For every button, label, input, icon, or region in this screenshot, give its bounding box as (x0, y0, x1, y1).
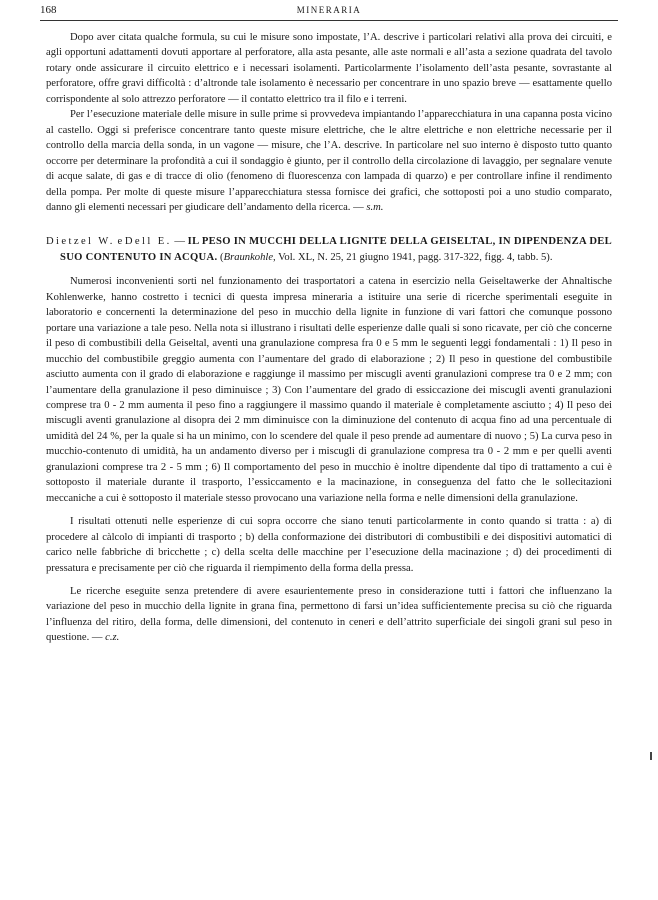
article2-reference-line (46, 234, 612, 265)
article1-signature: s.m. (366, 201, 384, 213)
article1-paragraph-2-text: Per l’esecuzione materiale delle misure in sulle prime si provvedeva impiantando l’apparecchiatura in una capanna posta vicino al castello. Oggi si preferisce concentrare tanto queste misure elettriche, che le altre elettriche e non elettriche necessarie per il controllo della marcia della sonda, in un vagone — misure, che l’A. descrive. In particolare nel suo interno è disposto tutto quanto occorre per determinare la profondità a cui il sondaggio è giunto, per il controllo della circolazione di lavaggio, per segnalare venute di acque salate, di gas e di tracce di olio (fenomeno di fluorescenza con lampada di quarzo) e per controllare infine il rendimento della pompa. Per molte di queste misure l’apparecchiatura stessa fornisce dei grafici, che sottoposti poi a uno studio comparato, danno gli elementi necessari per giudicare dell’andamento della ricerca. — (46, 109, 612, 213)
citation-open: ( (217, 251, 224, 263)
citation-details: Vol. XL, N. 25, 21 giugno 1941, pagg. 317-322, figg. 4, tabb. 5). (275, 251, 553, 263)
author-conjunction: e (117, 236, 123, 248)
article2-signature: c.z. (105, 632, 120, 644)
article1-paragraph-2 (46, 107, 612, 215)
article-title: IL PESO IN MUCCHI DELLA LIGNITE DELLA GEISELTAL, IN DIPENDENZA DEL SUO CONTENUTO IN ACQUA. (60, 236, 612, 263)
article2-paragraph-3 (46, 584, 612, 646)
body-text (46, 30, 612, 646)
article1-paragraph-1: Dopo aver citata qualche formula, su cui le misure sono impostate, l’A. descrive i particolari relativi alla prova dei circuiti, e agli opportuni adattamenti dovuti apportare al perforatore, alla asta pesante, alle aste normali e all’asta a sezione quadrata del tavolo rotary onde assicurare il circuito elettrico e i necessari isolamenti. Particolarmente l’isolamento dell’asta pesante, sovrastante al perforatore, offre gravi difficoltà : d’altronde tale isolamento è necessario per concentrare in uno spazio breve — esattamente quello corrispondente al solo attrezzo perforatore — il contatto elettrico tra il filo e i terreni. (46, 32, 612, 105)
author-2: Dell E. (124, 236, 172, 248)
article2-paragraph-3-text: Le ricerche eseguite senza pretendere di avere esaurientemente preso in considerazione tutti i fattori che influenzano la variazione del peso in mucchio della lignite in grana fina, permettono di farsi un’idea sufficientemente precisa su ciò che riguarda l’influenza del ritiro, della forma, delle dimensioni, del contenuto in ceneri e dell’attrito superficiale dei singoli grani sul peso in questione. — (46, 585, 612, 644)
reference-dash: — (171, 236, 188, 248)
page-number: 168 (40, 4, 57, 16)
journal-name: Braunkohle, (223, 251, 276, 263)
article2-paragraph-2: I risultati ottenuti nelle esperienze di cui sopra occorre che siano tenuti particolarmente in conto quando si tratta : a) di procedere al càlcolo di impianti di trasporto ; b) della conformazione dei distributori di combustibili e dei dispositivi automatici di carico nelle fabbriche di bricchette ; c) della scelta delle macchine per l’esecuzione della macinazione ; d) dei procedimenti di pressatura e precisamente per ciò che riguarda il riempimento della forma della pressa. (46, 516, 612, 574)
article2-paragraph-1: Numerosi inconvenienti sorti nel funzionamento dei trasportatori a catena in esercizio nella Geiseltawerke der Ahnaltische Kohlenwerke, hanno costretto i tecnici di questa impresa mineraria a istituire una serie di ricerche sperimentali eseguite in laboratorio e concernenti la determinazione del peso in mucchio della lignite in funzione di vari fattori che comunque possono portare una variazione a tale peso. Nella nota si illustrano i risultati delle esperienze dalle quali si sono ricavate, per ciò che concerne il peso di combustibili della Geiseltal, aventi una granulazione compresa fra 0 e 5 mm le seguenti leggi fondamentali : 1) Il peso in mucchio del combustibile greggio aumenta con l’aumentare del grado di elaborazione ; 2) Il peso in questione del combustibile asciutto aumenta con il grado di elaborazione e raggiunge il massimo per miscugli aventi granulazioni comprese tra 0 e 2 mm; con l’aumentare della granulazione il peso diminuisce ; 3) Con l’aumentare del grado di essiccazione dei miscugli aventi granulazioni comprese tra 0 - 2 mm aumenta il peso fino a raggiungere il massimo quando il materiale è completamente asciutto ; 4) Il peso dei miscugli aventi granulazione al disopra dei 2 mm diminuisce con la diminuzione del contenuto di acqua fino ad una percentuale di umidità del 24 %, per la quale si ha un minimo, con lo scendere del quale il peso prende ad aumentare di nuovo ; 5) La curva peso in mucchio-contenuto di umidità, ha un andamento diverso per i miscugli di granulazione compresa tra 0 - 2 mm e per quelli aventi granulazioni comprese tra 2 - 5 mm ; 6) Il comportamento del peso in mucchio è inoltre dipendente dal tipo di trattamento a cui è sottoposto il materiale durante il trasporto, l’essiccamento e la macinazione, in conseguenza del fatto che le sollecitazioni meccaniche a cui è sottoposto il materiale stesso provocano una variazione nella forma e nelle dimensioni della granulazione. (46, 276, 612, 504)
article2-reference (46, 234, 612, 265)
running-title: MINERARIA (296, 5, 362, 15)
margin-mark (650, 752, 652, 760)
author-1: Dietzel W. (46, 236, 115, 248)
page-header (40, 4, 618, 21)
